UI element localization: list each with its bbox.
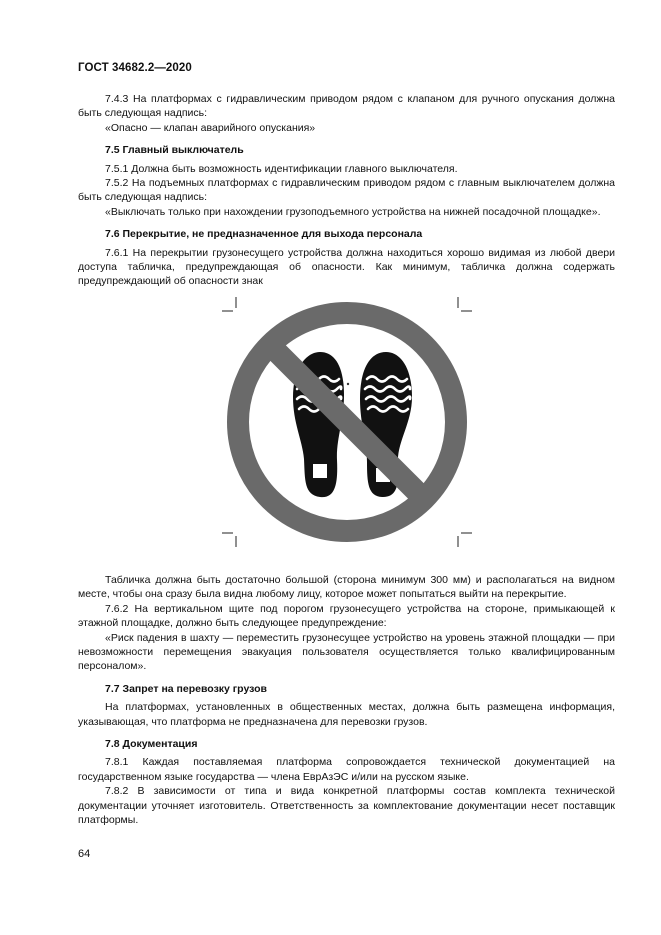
paragraph-7-5-1: 7.5.1 Должна быть возможность идентификации главного выключателя. bbox=[105, 162, 458, 175]
paragraph-sign-size: Табличка должна быть достаточно большой (сторона минимум 300 мм) и располагаться на видном месте, чтобы она сразу была видна любому лицу, которое может попытаться выйти на перекрытие. bbox=[78, 573, 615, 601]
page-number: 64 bbox=[78, 848, 91, 860]
left-heel-mark bbox=[313, 464, 327, 478]
page-header: ГОСТ 34682.2—2020 bbox=[78, 62, 192, 74]
paragraph-7-8-1: 7.8.1 Каждая поставляемая платформа сопровождается технической документацией на государственном языке государства — члена ЕврАзЭС и/или на русском языке. bbox=[78, 756, 615, 783]
warning-sign-figure bbox=[78, 297, 615, 561]
heading-7-5: 7.5 Главный выключатель bbox=[105, 144, 244, 157]
paragraph-7-6-2: 7.6.2 На вертикальном щите под порогом грузонесущего устройства на стороне, примыкающей к этажной площадке, должно быть следующее предупреждение: bbox=[78, 602, 615, 630]
center-dot bbox=[347, 383, 349, 385]
quote-7-6-2: «Риск падения в шахту — переместить грузонесущее устройство на уровень этажной площадки — при невозможности перемещения эвакуация пользователя осуществляется только квалифицированным персоналом». bbox=[78, 631, 615, 673]
quote-7-4-3: «Опасно — клапан аварийного опускания» bbox=[105, 121, 316, 134]
paragraph-7-5-2: 7.5.2 На подъемных платформах с гидравлическим приводом рядом с главным выключателем должна быть следующая надпись: bbox=[78, 177, 615, 204]
paragraph-7-4-3: 7.4.3 На платформах с гидравлическим приводом рядом с клапаном для ручного опускания должна быть следующая надпись: bbox=[78, 93, 615, 120]
paragraph-7-8-2: 7.8.2 В зависимости от типа и вида конкретной платформы состав комплекта технической документации уточняет изготовитель. Ответственность за комплектование документации несет поставщик платформы. bbox=[78, 785, 615, 826]
heading-7-8: 7.8 Документация bbox=[105, 737, 198, 750]
heading-7-7: 7.7 Запрет на перевозку грузов bbox=[105, 682, 267, 695]
document-body bbox=[78, 92, 615, 827]
paragraph-7-6-1: 7.6.1 На перекрытии грузонесущего устройства должна находиться хорошо видимая из любой двери доступа табличка, предупреждающая об опасности. Как минимум, табличка должна содержать предупреждающий об опасности знак bbox=[78, 246, 615, 288]
heading-7-6: 7.6 Перекрытие, не предназначенное для выхода персонала bbox=[105, 228, 423, 241]
quote-7-5-2: «Выключать только при нахождении грузоподъемного устройства на нижней посадочной площадке». bbox=[105, 205, 601, 218]
no-stepping-footprints-icon bbox=[78, 297, 615, 561]
paragraph-7-7: На платформах, установленных в общественных местах, должна быть размещена информация, указывающая, что платформа не предназначена для перевозки грузов. bbox=[78, 701, 615, 728]
